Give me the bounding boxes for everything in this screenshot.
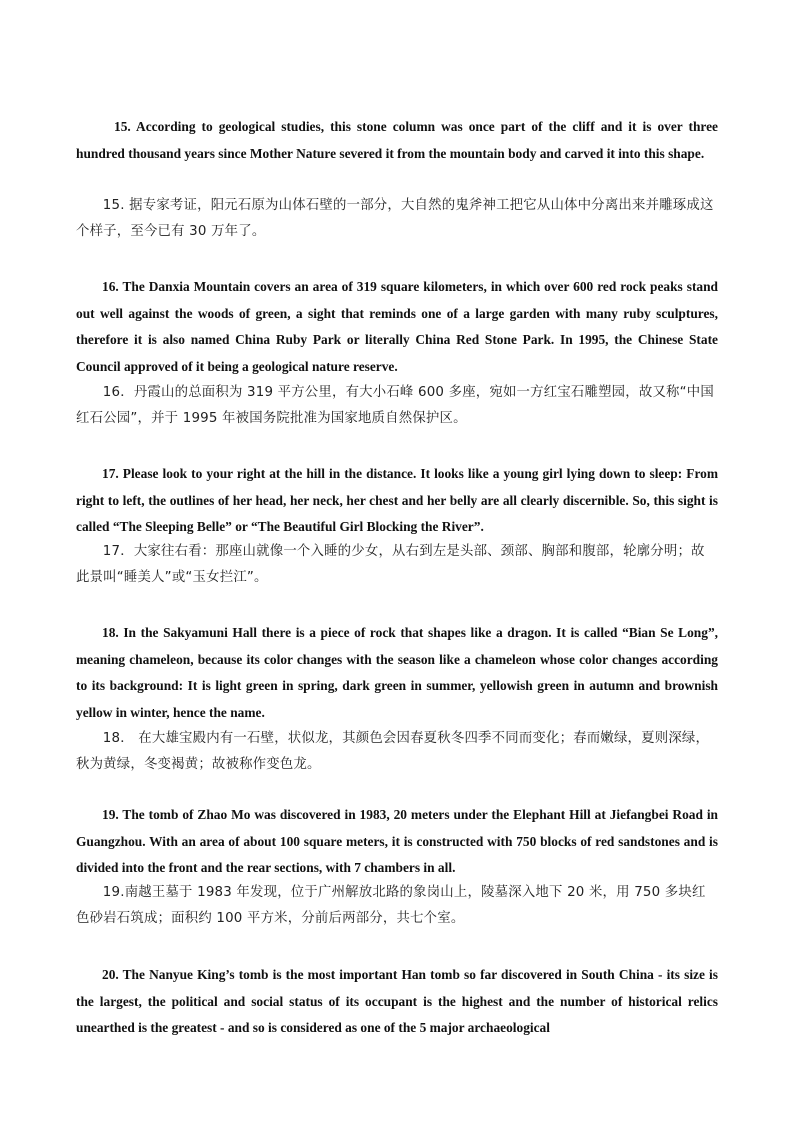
document-page: [76, 0, 718, 1123]
paragraph-16-chinese: 16．丹霞山的总面积为 319 平方公里，有大小石峰 600 多座，宛如一方红宝石雕塑园，故又称“中国红石公园”，并于 1995 年被国务院批准为国家地质自然保护区。: [76, 385, 714, 426]
paragraph-18-english: 18. In the Sakyamuni Hall there is a piece of rock that shapes like a dragon. It is called “Bian Se Long”, meaning chameleon, because its color changes with the season like a chameleon whose color changes according to its background: It is light green in spring, dark green in summer, yellowish green in autumn and brownish yellow in winter, hence the name.: [76, 625, 718, 721]
paragraph-16-english: 16. The Danxia Mountain covers an area of 319 square kilometers, in which over 600 red rock peaks stand out well against the woods of green, a sight that reminds one of a large garden with many ruby sculptures, therefore it is also named China Ruby Park or literally China Red Stone Park. In 1995, the Chinese State Council approved of it being a geological nature reserve.: [76, 279, 718, 375]
paragraph-19-english: 19. The tomb of Zhao Mo was discovered in 1983, 20 meters under the Elephant Hill at Jiefangbei Road in Guangzhou. With an area of about 100 square meters, it is constructed with 750 blocks of red sandstones and is divided into the front and the rear sections, with 7 chambers in all.: [76, 807, 718, 876]
paragraph-19-chinese: 19.南越王墓于 1983 年发现，位于广州解放北路的象岗山上，陵墓深入地下 20 米，用 750 多块红色砂岩石筑成；面积约 100 平方米，分前后两部分，共七个室。: [76, 885, 706, 926]
paragraph-20-english: 20. The Nanyue King’s tomb is the most important Han tomb so far discovered in South China - its size is the largest, the political and social status of its occupant is the highest and the number of historical relics unearthed is the greatest - and so is considered as one of the 5 major archaeological: [76, 967, 718, 1036]
paragraph-18-chinese: 18． 在大雄宝殿内有一石壁，状似龙，其颜色会因春夏秋冬四季不同而变化；春而嫩绿，夏则深绿，秋为黄绿，冬变褐黄；故被称作变色龙。: [76, 731, 710, 772]
paragraph-17-english: 17. Please look to your right at the hill in the distance. It looks like a young girl lying down to sleep: From right to left, the outlines of her head, her neck, her chest and her belly are all clearly discernible. So, this sight is called “The Sleeping Belle” or “The Beautiful Girl Blocking the River”.: [76, 466, 718, 535]
paragraph-17-chinese: 17．大家往右看：那座山就像一个入睡的少女，从右到左是头部、颈部、胸部和腹部，轮廓分明；故此景叫“睡美人”或“玉女拦江”。: [76, 544, 705, 585]
paragraph-15-chinese: 15. 据专家考证，阳元石原为山体石壁的一部分，大自然的鬼斧神工把它从山体中分离出来并雕琢成这个样子，至今已有 30 万年了。: [76, 198, 714, 239]
paragraph-15-english: 15. According to geological studies, this stone column was once part of the cliff and it is over three hundred thousand years since Mother Nature severed it from the mountain body and carved it into this shape.: [76, 119, 718, 161]
